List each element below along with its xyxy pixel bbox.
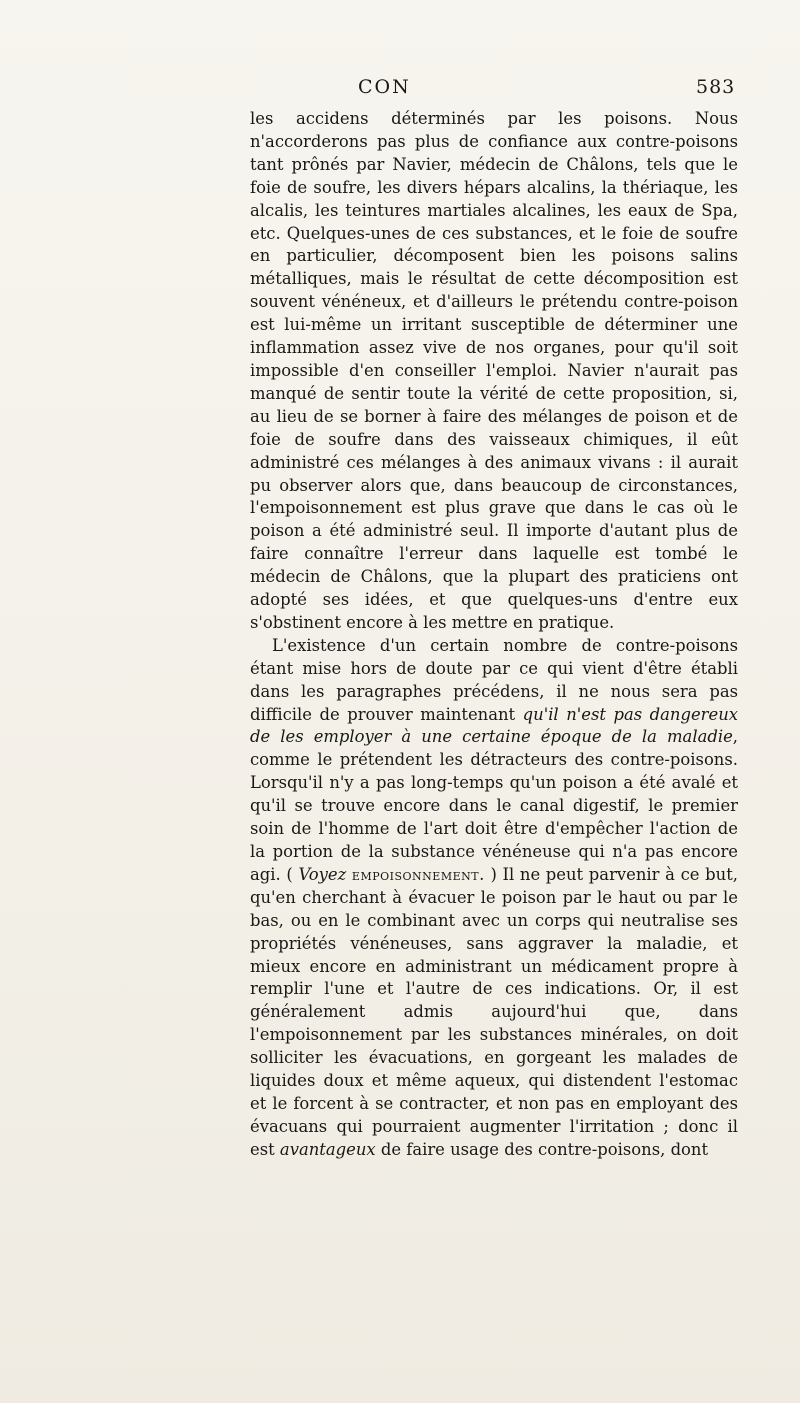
paragraph-2-text-a: L'existence d'un certain nombre de contre-poisons étant mise hors de doute par ce qui vient d'être établi dans les paragraphes précédens, il ne nous sera pas difficile de prouver maintenant	[250, 635, 738, 724]
page-number: 583	[696, 76, 736, 98]
italic-voyez: Voyez	[298, 864, 347, 884]
body-text	[250, 108, 738, 1162]
running-title: CON	[358, 76, 411, 98]
running-head	[0, 76, 800, 106]
paragraph-2-text-c: ) Il ne peut parvenir à ce but, qu'en cherchant à évacuer le poison par le haut ou par le bas, ou en le combinant avec un corps qui neutralise ses propriétés vénéneuses, sans aggraver la maladie, et mieux encore en administrant un médicament propre à remplir l'une et l'autre de ces indications. Or, il est généralement admis aujourd'hui que, dans l'empoisonnement par les substances minérales, on doit solliciter les évacuations, en gorgeant les malades de liquides doux et même aqueux, qui distendent l'estomac et le forcent à se contracter, et non pas en employant des évacuans qui pourraient augmenter l'irritation ; donc il est	[250, 864, 738, 1159]
paragraph-1-text: les accidens déterminés par les poisons. Nous n'accorderons pas plus de confiance aux contre-poisons tant prônés par Navier, médecin de Châlons, tels que le foie de soufre, les divers hépars alcalins, la thériaque, les alcalis, les teintures martiales alcalines, les eaux de Spa, etc. Quelques-unes de ces substances, et le foie de soufre en particulier, décomposent bien les poisons salins métalliques, mais le résultat de cette décomposition est souvent vénéneux, et d'ailleurs le prétendu contre-poison est lui-même un irritant susceptible de déterminer une inflammation assez vive de nos organes, pour qu'il soit impossible d'en conseiller l'emploi. Navier n'aurait pas manqué de sentir toute la vérité de cette proposition, si, au lieu de se borner à faire des mélanges de poison et de foie de soufre dans des vaisseaux chimiques, il eût administré ces mélanges à des animaux vivans : il aurait pu observer alors que, dans beaucoup de circonstances, l'empoisonnement est plus grave que dans le cas où le poison a été administré seul. Il importe d'autant plus de faire connaître l'erreur dans laquelle est tombé le médecin de Châlons, que la plupart des praticiens ont adopté ses idées, et que quelques-uns d'entre eux s'obstinent encore à les mettre en pratique.	[250, 109, 738, 632]
italic-avantageux: avantageux	[279, 1139, 376, 1159]
cross-reference-empoisonnement: empoisonnement.	[351, 864, 485, 884]
paragraph-2-text-d: de faire usage des contre-poisons, dont	[375, 1139, 709, 1159]
paragraph-1	[250, 108, 738, 635]
italic-thesis: qu'il n'est pas dangereux de les employer à une certaine époque de la maladie	[250, 704, 738, 747]
paragraph-2	[250, 635, 738, 1162]
paragraph-2-text-b: , comme le prétendent les détracteurs des contre-poisons. Lorsqu'il n'y a pas long-temps qu'un poison a été avalé et qu'il se trouve encore dans le canal digestif, le premier soin de l'homme de l'art doit être d'empêcher l'action de la portion de la substance vénéneuse qui n'a pas encore agi. (	[250, 727, 738, 884]
